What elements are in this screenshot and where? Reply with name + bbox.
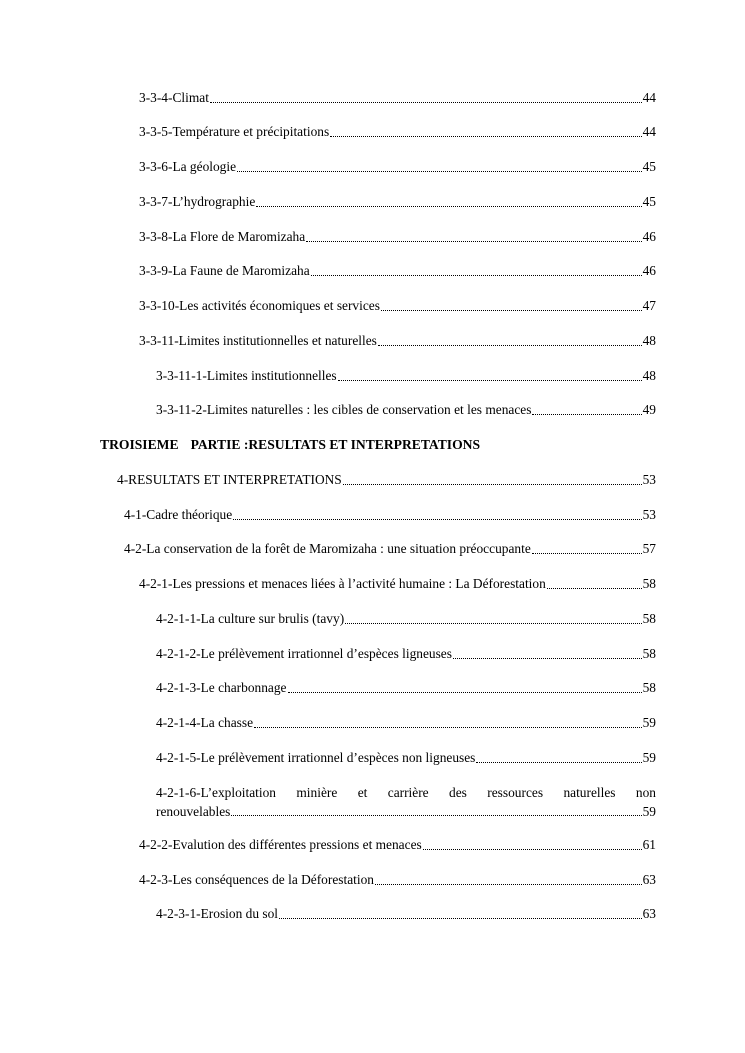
toc-entry-title: 4-2-3-1-Erosion du sol <box>156 906 278 921</box>
toc-entry-title: 4-2-1-1-La culture sur brulis (tavy) <box>156 611 345 626</box>
word: des <box>449 785 467 800</box>
toc-entry-title-line2 <box>156 802 656 821</box>
toc-entry[interactable] <box>124 507 656 523</box>
dot-leader <box>279 917 642 919</box>
toc-entry-page: 44 <box>642 90 656 105</box>
toc-entry-page: 63 <box>642 872 656 887</box>
toc-entry[interactable] <box>139 229 656 245</box>
toc-entry-page: 48 <box>642 368 656 383</box>
toc-entry[interactable] <box>156 402 656 418</box>
toc-entry[interactable] <box>156 715 656 731</box>
toc-entry[interactable] <box>139 263 656 279</box>
toc-entry[interactable] <box>139 159 656 175</box>
toc-entry-page: 49 <box>642 402 656 417</box>
toc-entry-title: 4-2-1-Les pressions et menaces liées à l’activité humaine : La Déforestation <box>139 576 546 591</box>
toc-entry-page: 46 <box>642 229 656 244</box>
dot-leader <box>453 657 642 659</box>
toc-entry-title: 4-2-1-3-Le charbonnage <box>156 680 287 695</box>
toc-entry-title: 3-3-11-1-Limites institutionnelles <box>156 368 337 383</box>
dot-leader <box>532 552 642 554</box>
toc-entry-page: 53 <box>642 507 656 522</box>
toc-entry-page: 53 <box>642 472 656 487</box>
dot-leader <box>237 170 642 172</box>
toc-entry-title: renouvelables <box>156 804 231 819</box>
toc-entry-title-line1 <box>156 783 656 802</box>
toc-entry-title: 4-2-La conservation de la forêt de Maromizaha : une situation préoccupante <box>124 541 531 556</box>
dot-leader <box>343 483 642 485</box>
toc-entry-page: 48 <box>642 333 656 348</box>
toc-entry-page: 63 <box>642 906 656 921</box>
toc-entry-page: 57 <box>642 541 656 556</box>
word: carrière <box>387 785 429 800</box>
toc-entry[interactable] <box>156 611 656 627</box>
toc-entry-title: 3-3-6-La géologie <box>139 159 237 174</box>
dot-leader <box>256 205 641 207</box>
dot-leader <box>378 344 642 346</box>
dot-leader <box>547 587 642 589</box>
part-heading[interactable] <box>100 437 480 453</box>
toc-entry-page: 46 <box>642 263 656 278</box>
dot-leader <box>306 240 641 242</box>
toc-entry-title: 3-3-4-Climat <box>139 90 209 105</box>
toc-entry-page: 59 <box>642 715 656 730</box>
toc-entry-page: 58 <box>642 576 656 591</box>
dot-leader <box>381 309 642 311</box>
toc-entry[interactable] <box>156 906 656 922</box>
word: et <box>357 785 368 800</box>
part-heading-number: TROISIEME <box>100 437 179 452</box>
toc-entry[interactable] <box>139 90 656 106</box>
toc-entry-title: 4-2-3-Les conséquences de la Déforestation <box>139 872 374 887</box>
toc-entry[interactable] <box>139 124 656 140</box>
toc-entry-page: 45 <box>642 194 656 209</box>
toc-entry[interactable] <box>117 472 656 488</box>
toc-entry[interactable] <box>139 576 656 592</box>
dot-leader <box>532 413 641 415</box>
toc-entry[interactable] <box>139 194 656 210</box>
toc-entry[interactable] <box>139 333 656 349</box>
dot-leader <box>476 761 641 763</box>
toc-entry-title: 4-1-Cadre théorique <box>124 507 233 522</box>
dot-leader <box>423 848 642 850</box>
dot-leader <box>330 135 641 137</box>
toc-entry-title: 4-RESULTATS ET INTERPRETATIONS <box>117 472 342 487</box>
dot-leader <box>338 379 642 381</box>
toc-entry-wrapped[interactable] <box>156 783 656 821</box>
dot-leader <box>210 101 642 103</box>
toc-entry-page: 59 <box>642 750 656 765</box>
part-heading-label: PARTIE :RESULTATS ET INTERPRETATIONS <box>190 437 481 452</box>
toc-entry-title: 3-3-11-2-Limites naturelles : les cibles de conservation et les menaces <box>156 402 532 417</box>
toc-entry[interactable] <box>139 837 656 853</box>
toc-entry-title: 4-2-1-4-La chasse <box>156 715 254 730</box>
toc-entry-page: 44 <box>642 124 656 139</box>
toc-entry-title: 3-3-7-L’hydrographie <box>139 194 256 209</box>
word: ressources <box>487 785 544 800</box>
dot-leader <box>375 883 642 885</box>
dot-leader <box>288 691 642 693</box>
word: non <box>635 785 656 800</box>
toc-entry-page: 61 <box>642 837 656 852</box>
dot-leader <box>345 622 641 624</box>
word: minière <box>296 785 338 800</box>
toc-entry-page: 59 <box>642 804 656 819</box>
toc-entry-page: 58 <box>642 611 656 626</box>
toc-entry-title: 4-2-2-Evalution des différentes pressions et menaces <box>139 837 422 852</box>
toc-entry[interactable] <box>156 750 656 766</box>
toc-entry-page: 58 <box>642 646 656 661</box>
toc-entry-title: 3-3-10-Les activités économiques et services <box>139 298 380 313</box>
dot-leader <box>233 518 641 520</box>
dot-leader <box>254 726 642 728</box>
word: 4-2-1-6-L’exploitation <box>156 785 276 800</box>
word: naturelles <box>563 785 616 800</box>
toc-entry-title: 3-3-9-La Faune de Maromizaha <box>139 263 310 278</box>
toc-entry-page: 47 <box>642 298 656 313</box>
toc-entry[interactable] <box>139 298 656 314</box>
toc-entry[interactable] <box>124 541 656 557</box>
toc-entry[interactable] <box>156 680 656 696</box>
toc-entry-title: 3-3-8-La Flore de Maromizaha <box>139 229 306 244</box>
toc-entry-title: 4-2-1-5-Le prélèvement irrationnel d’espèces non ligneuses <box>156 750 476 765</box>
toc-entry-page: 45 <box>642 159 656 174</box>
toc-entry[interactable] <box>156 368 656 384</box>
dot-leader <box>311 274 642 276</box>
toc-entry-title: 4-2-1-2-Le prélèvement irrationnel d’espèces ligneuses <box>156 646 452 661</box>
toc-entry-page: 58 <box>642 680 656 695</box>
dot-leader <box>231 814 641 816</box>
toc-entry[interactable] <box>139 872 656 888</box>
toc-entry[interactable] <box>156 646 656 662</box>
toc-entry-title: 3-3-5-Température et précipitations <box>139 124 330 139</box>
toc-entry-title: 3-3-11-Limites institutionnelles et naturelles <box>139 333 377 348</box>
